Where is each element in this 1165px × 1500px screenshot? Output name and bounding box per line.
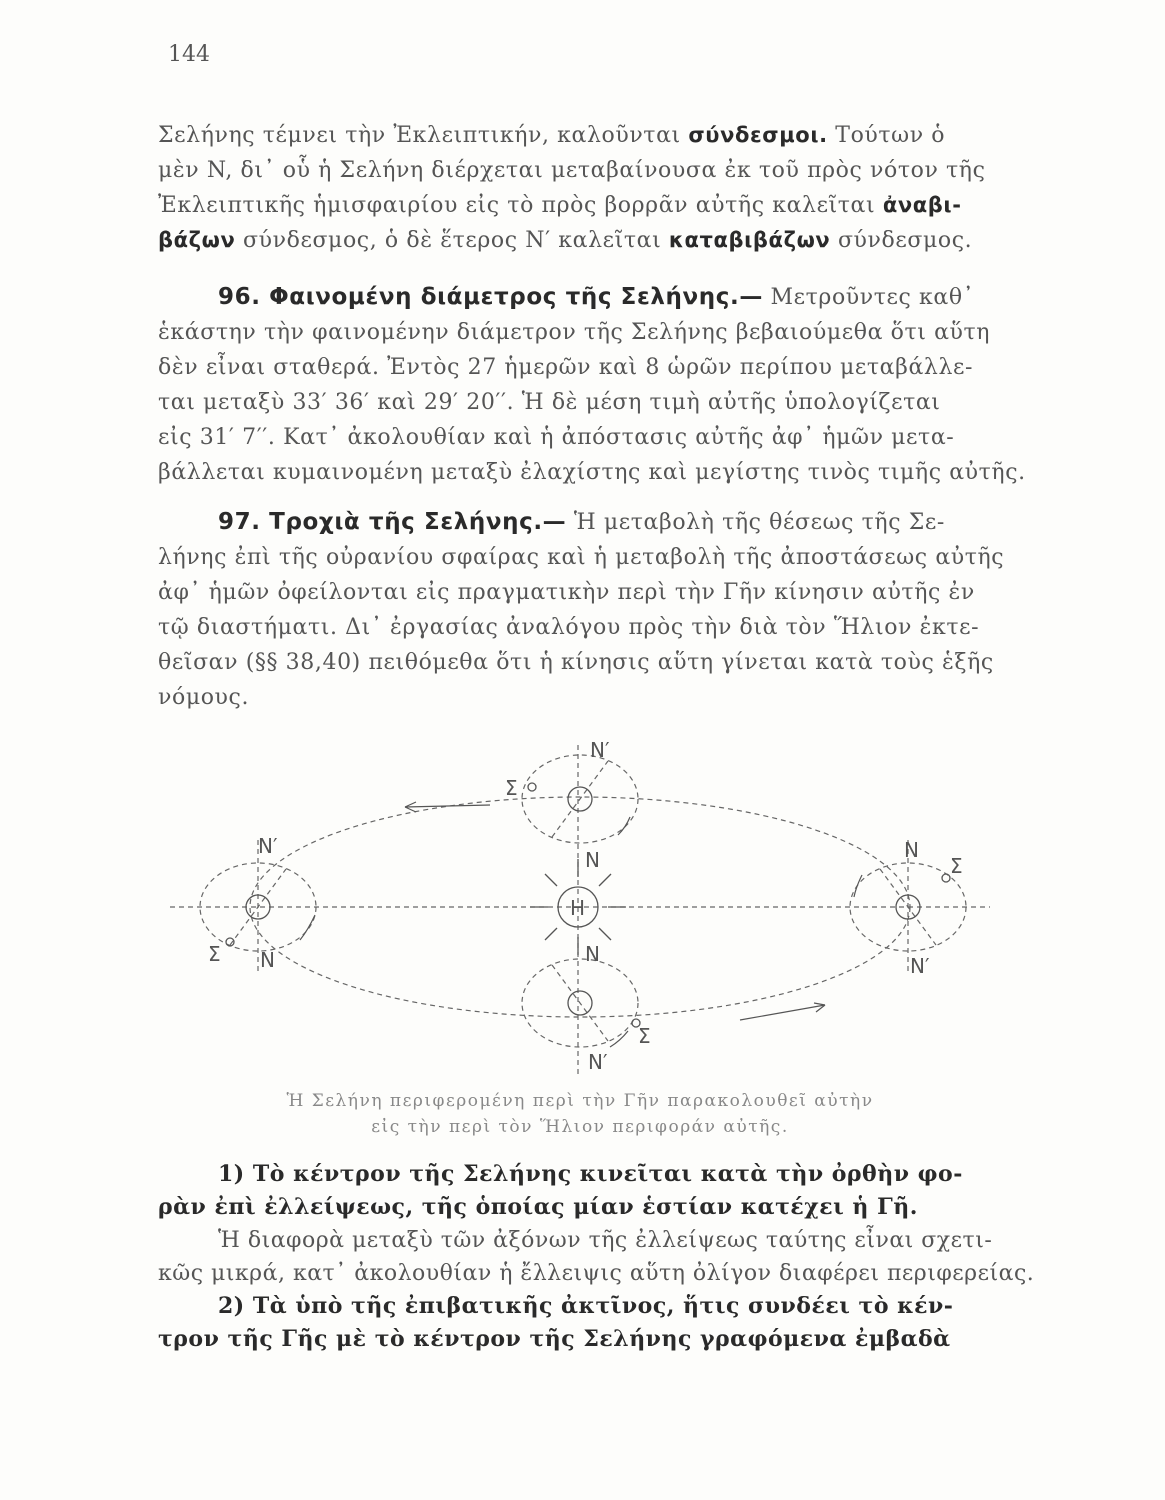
moon-orbit-diagram <box>160 735 1000 1075</box>
orbit-laws <box>158 1158 1035 1356</box>
text-line: Σελήνης τέμνει τὴν Ἐκλειπτικήν, καλοῦνται σύνδεσμοι. Τούτων ὁ <box>158 123 946 148</box>
paragraph-nodes <box>158 118 1018 258</box>
label-n-right: N <box>904 838 919 862</box>
text-line: βάλλεται κυμαινομένη μεταξὺ ἐλαχίστης καὶ μεγίστης τινὸς τιμῆς αὐτῆς. <box>158 460 1026 485</box>
text-line: ται μεταξὺ 33′ 36′ καὶ 29′ 20′′. Ἡ δὲ μέση τιμὴ αὐτῆς ὑπολογίζεται <box>158 390 941 415</box>
text-line: Ἐκλειπτικῆς ἡμισφαιρίου εἰς τὸ πρὸς βορρᾶν αὐτῆς καλεῖται ἀναβι- <box>158 193 962 218</box>
figure-caption <box>160 1088 1000 1140</box>
section-heading-97: 97. Τροχιὰ τῆς Σελήνης.— <box>218 509 567 535</box>
text-line: εἰς 31′ 7′′. Κατ᾿ ἀκολουθίαν καὶ ἡ ἀπόστασις αὐτῆς ἀφ᾿ ἡμῶν μετα- <box>158 425 955 450</box>
motion-arrow-right <box>854 875 862 897</box>
text-line: νόμους. <box>158 685 250 710</box>
label-sigma-bottom: Σ <box>638 1024 651 1048</box>
caption-line: εἰς τὴν περὶ τὸν Ἥλιον περιφοράν αὐτῆς. <box>371 1117 789 1137</box>
text-line: 96. Φαινομένη διάμετρος τῆς Σελήνης.— Μετροῦντες καθ᾿ <box>218 284 975 310</box>
label-n-top: N <box>585 848 600 872</box>
label-n-prime-bottom: N′ <box>588 1050 608 1074</box>
label-n-left: N <box>260 948 275 972</box>
text-line: 97. Τροχιὰ τῆς Σελήνης.— Ἡ μεταβολὴ τῆς θέσεως τῆς Σε- <box>218 509 945 535</box>
law-2-line: 2) Τὰ ὑπὸ τῆς ἐπιβατικῆς ἀκτῖνος, ἥτις συνδέει τὸ κέν- <box>218 1293 954 1319</box>
page-number: 144 <box>168 42 210 67</box>
motion-arrow-left <box>300 915 315 940</box>
text-line: ἀφ᾿ ἡμῶν ὀφείλονται εἰς πραγματικὴν περὶ τὴν Γῆν κίνησιν αὐτῆς ἐν <box>158 580 975 605</box>
label-n-prime-left: N′ <box>258 834 278 858</box>
motion-arrow-bottom <box>740 1005 825 1020</box>
law-1-note: Ἡ διαφορὰ μεταξὺ τῶν ἀξόνων τῆς ἐλλείψεως ταύτης εἶναι σχετι- <box>218 1228 993 1253</box>
text-line: θεῖσαν (§§ 38,40) πειθόμεθα ὅτι ἡ κίνησις αὕτη γίνεται κατὰ τοὺς ἑξῆς <box>158 650 994 675</box>
motion-arrow-top <box>405 805 490 807</box>
label-sun: H <box>570 896 586 920</box>
label-sigma-left: Σ <box>208 942 221 966</box>
moon-right <box>942 874 950 882</box>
law-1-note: κῶς μικρά, κατ᾿ ἀκολουθίαν ἡ ἔλλειψις αὕτη ὀλίγον διαφέρει περιφερείας. <box>158 1261 1035 1286</box>
text-line: βάζων σύνδεσμος, ὁ δὲ ἕτερος N′ καλεῖται καταβιβάζων σύνδεσμος. <box>158 228 973 253</box>
label-n-prime-top: N′ <box>590 738 610 762</box>
label-sigma-top: Σ <box>505 776 518 800</box>
label-n-prime-right: N′ <box>910 954 930 978</box>
moon-top <box>528 783 536 791</box>
text-line: μὲν N, δι᾿ οὗ ἡ Σελήνη διέρχεται μεταβαίνουσα ἐκ τοῦ πρὸς νότον τῆς <box>158 158 986 183</box>
label-sigma-right: Σ <box>950 854 963 878</box>
law-1-line: 1) Τὸ κέντρον τῆς Σελήνης κινεῖται κατὰ τὴν ὀρθὴν φο- <box>218 1161 963 1187</box>
law-2-line: τρον τῆς Γῆς μὲ τὸ κέντρον τῆς Σελήνης γραφόμενα ἐμβαδὰ <box>158 1326 951 1352</box>
label-n-bottom: N <box>585 942 600 966</box>
paragraph-apparent-diameter <box>158 280 1026 490</box>
law-1-line: ρὰν ἐπὶ ἐλλείψεως, τῆς ὁποίας μίαν ἑστίαν κατέχει ἡ Γῆ. <box>158 1194 918 1220</box>
paragraph-moon-orbit <box>158 505 1018 715</box>
text-line: λήνης ἐπὶ τῆς οὐρανίου σφαίρας καὶ ἡ μεταβολὴ τῆς ἀποστάσεως αὐτῆς <box>158 545 1005 570</box>
text-line: τῷ διαστήματι. Δι᾿ ἐργασίας ἀναλόγου πρὸς τὴν διὰ τὸν Ἥλιον ἐκτε- <box>158 615 980 640</box>
text-line: ἑκάστην τὴν φαινομένην διάμετρον τῆς Σελήνης βεβαιούμεθα ὅτι αὕτη <box>158 320 991 345</box>
section-heading-96: 96. Φαινομένη διάμετρος τῆς Σελήνης.— <box>218 284 763 310</box>
text-line: δὲν εἶναι σταθερά. Ἐντὸς 27 ἡμερῶν καὶ 8 ὡρῶν περίπου μεταβάλλε- <box>158 355 974 380</box>
caption-line: Ἡ Σελήνη περιφερομένη περὶ τὴν Γῆν παρακολουθεῖ αὐτὴν <box>286 1091 874 1111</box>
